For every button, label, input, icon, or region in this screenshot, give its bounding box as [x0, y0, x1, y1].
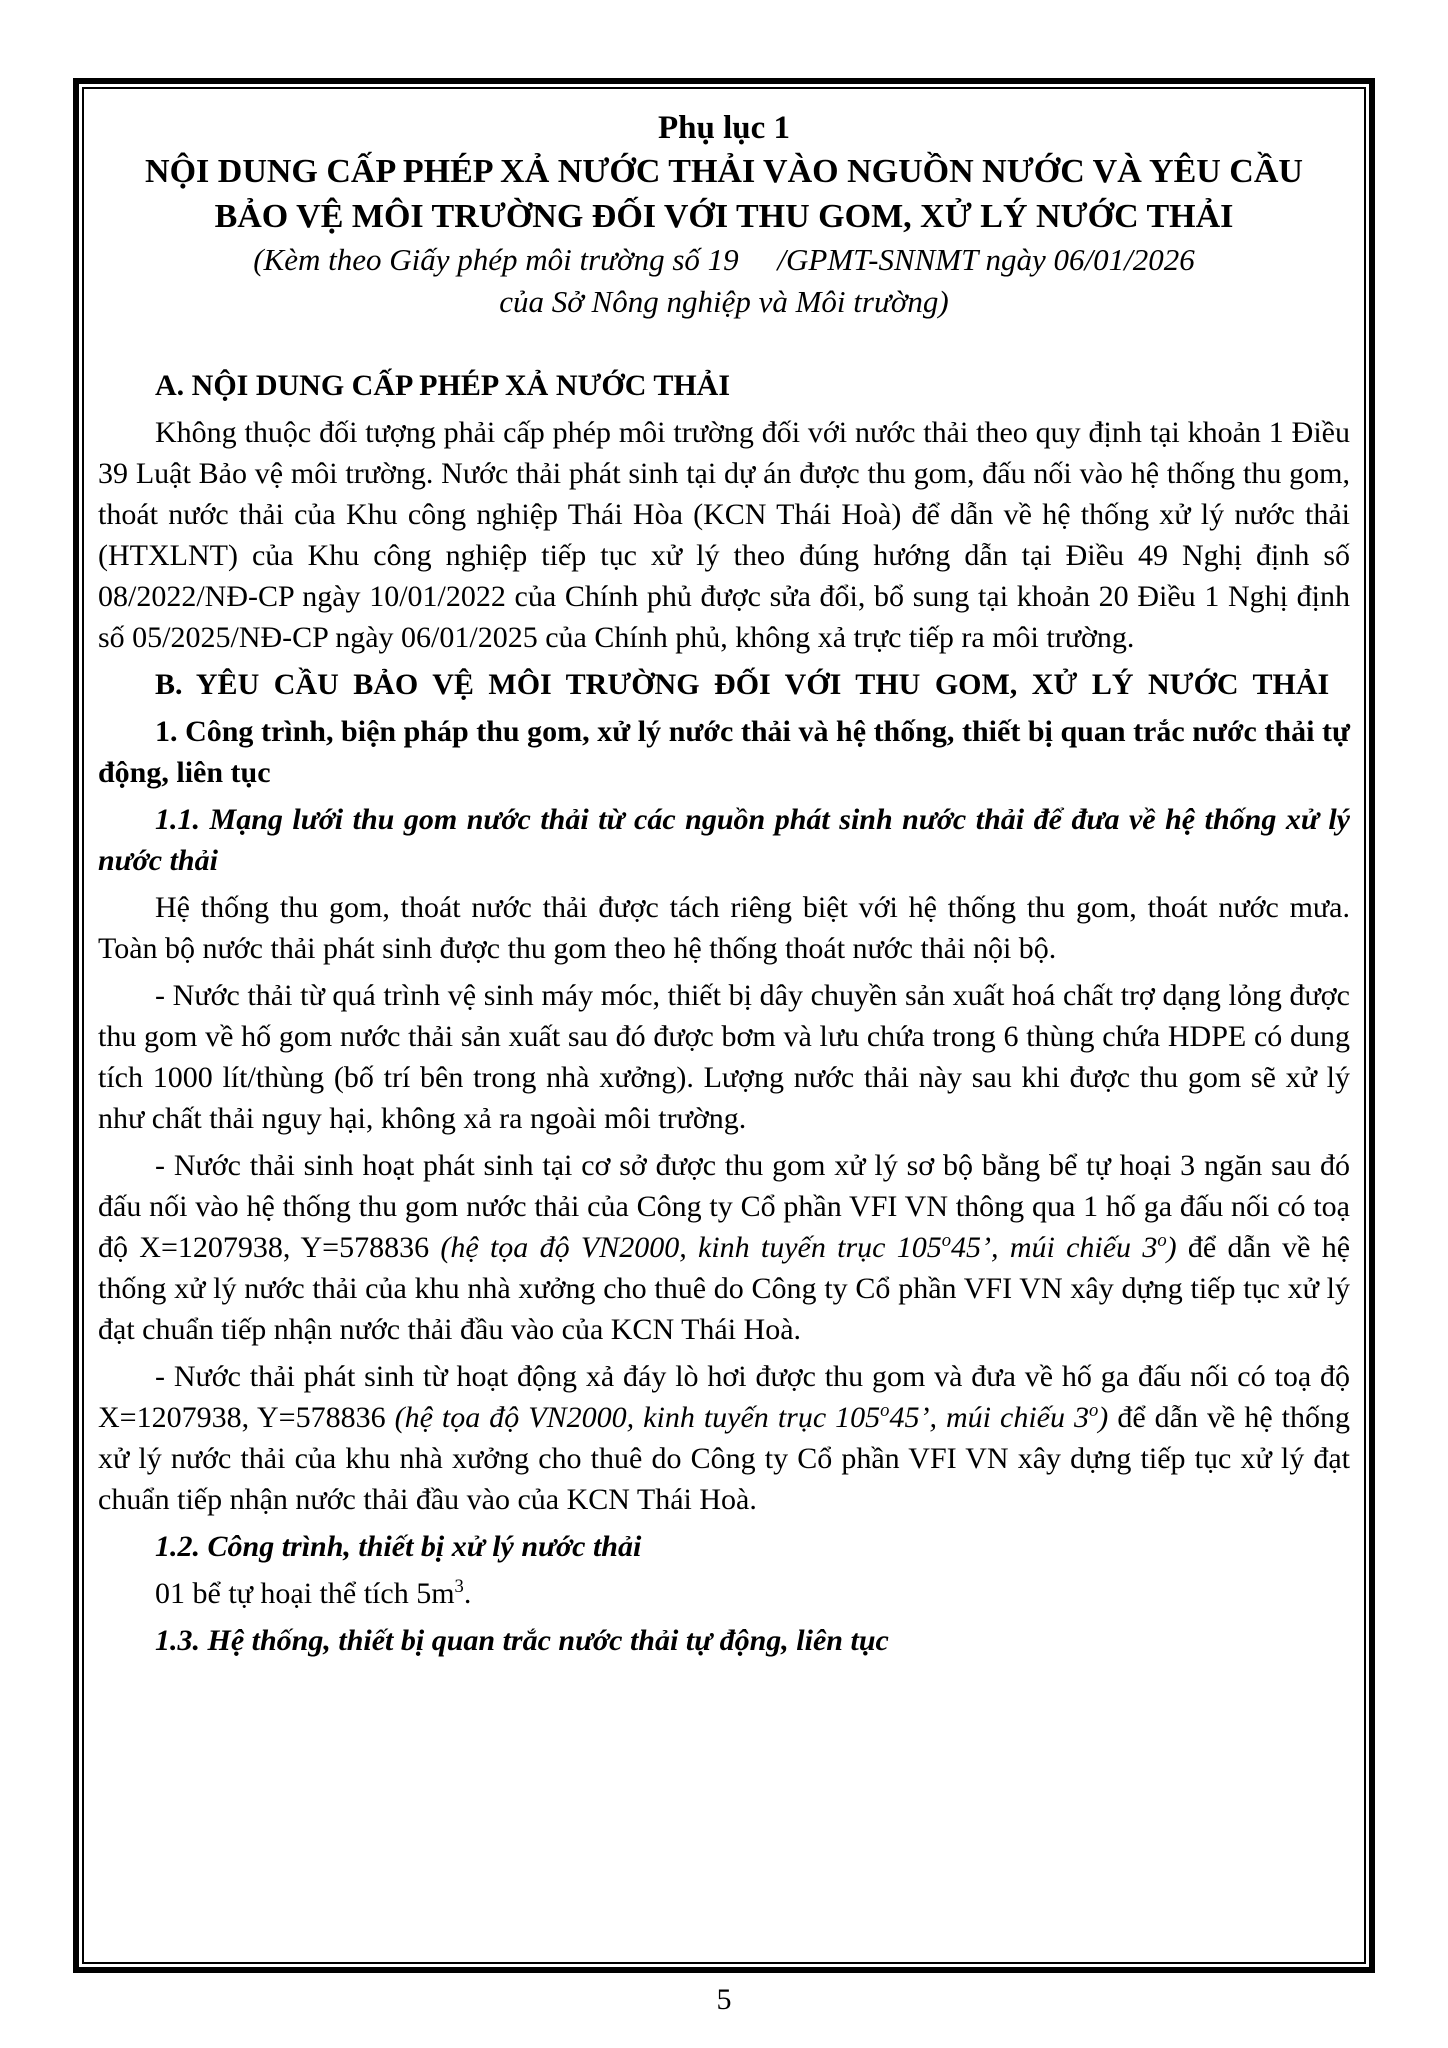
document-subtitle-line1: (Kèm theo Giấy phép môi trường số 19 /GPMT-SNNMT ngày 06/01/2026: [253, 242, 1195, 277]
appendix-label: Phụ lục 1: [657, 110, 791, 146]
document-title-line2: BẢO VỆ MÔI TRƯỜNG ĐỐI VỚI THU GOM, XỬ LÝ NƯỚC THẢI: [214, 198, 1234, 235]
item-1-2-paragraph: 01 bể tự hoại thể tích $5m^3$.: [155, 1576, 472, 1610]
section-a-paragraph: Không thuộc đối tượng phải cấp phép môi trường đối với nước thải theo quy định tại khoản 1 Điều 39 Luật Bảo vệ môi trường. Nước thải phát sinh tại dự án được thu gom, đấu nối vào hệ thống thu gom, thoát nước thải của Khu công nghiệp Thái Hòa (KCN Thái Hoà) để dẫn về hệ thống xử lý nước thải (HTXLNT) của Khu công nghiệp tiếp tục xử lý theo đúng hướng dẫn tại Điều 49 Nghị định số 08/2022/NĐ-CP ngày 10/01/2022 của Chính phủ được sửa đổi, bổ sung tại khoản 20 Điều 1 Nghị định số 05/2025/NĐ-CP ngày 06/01/2025 của Chính phủ, không xả trực tiếp ra môi trường.: [98, 416, 1350, 654]
item-1-3-heading: 1.3. Hệ thống, thiết bị quan trắc nước thải tự động, liên tục: [155, 1624, 889, 1657]
item-1-1-paragraph-1: Hệ thống thu gom, thoát nước thải được tách riêng biệt với hệ thống thu gom, thoát nước mưa. Toàn bộ nước thải phát sinh được thu gom theo hệ thống thoát nước thải nội bộ.: [98, 891, 1350, 965]
item-1-2-heading: 1.2. Công trình, thiết bị xử lý nước thải: [155, 1530, 642, 1563]
document-frame-inner: [82, 87, 1366, 1964]
document-body: [98, 365, 1350, 1661]
item-1-heading: 1. Công trình, biện pháp thu gom, xử lý nước thải và hệ thống, thiết bị quan trắc nước thải tự động, liên tục: [98, 715, 1350, 789]
document-frame: [73, 78, 1375, 1973]
item-1-1-paragraph-4: - Nước thải phát sinh từ hoạt động xả đáy lò hơi được thu gom và đưa về hố ga đấu nối có toạ độ X=1207938, Y=578836 (hệ tọa độ VN2000, kinh tuyến trục 105$^o$45’, múi chiếu 3$^o$) để dẫn về hệ thống xử lý nước thải của khu nhà xưởng cho thuê do Công ty Cổ phần VFI VN xây dựng tiếp tục xử lý đạt chuẩn tiếp nhận nước thải đầu vào của KCN Thái Hoà.: [98, 1360, 1350, 1516]
page-number: 5: [716, 1983, 732, 2016]
document-title-line1: NỘI DUNG CẤP PHÉP XẢ NƯỚC THẢI VÀO NGUỒN NƯỚC VÀ YÊU CẦU: [145, 153, 1303, 190]
item-1-1-heading: 1.1. Mạng lưới thu gom nước thải từ các nguồn phát sinh nước thải để đưa về hệ thống xử lý nước thải: [98, 803, 1350, 877]
item-1-1-paragraph-2: - Nước thải từ quá trình vệ sinh máy móc, thiết bị dây chuyền sản xuất hoá chất trợ dạng lỏng được thu gom về hố gom nước thải sản xuất sau đó được bơm và lưu chứa trong 6 thùng chứa HDPE có dung tích 1000 lít/thùng (bố trí bên trong nhà xưởng). Lượng nước thải này sau khi được thu gom sẽ xử lý như chất thải nguy hại, không xả ra ngoài môi trường.: [98, 979, 1350, 1135]
item-1-1-paragraph-3: - Nước thải sinh hoạt phát sinh tại cơ sở được thu gom xử lý sơ bộ bằng bể tự hoại 3 ngăn sau đó đấu nối vào hệ thống thu gom nước thải của Công ty Cổ phần VFI VN thông qua 1 hố ga đấu nối có toạ độ X=1207938, Y=578836 (hệ tọa độ VN2000, kinh tuyến trục 105$^o$45’, múi chiếu 3$^o$) để dẫn về hệ thống xử lý nước thải của khu nhà xưởng cho thuê do Công ty Cổ phần VFI VN xây dựng tiếp tục xử lý đạt chuẩn tiếp nhận nước thải đầu vào của KCN Thái Hoà.: [98, 1149, 1351, 1346]
section-b-heading: B. YÊU CẦU BẢO VỆ MÔI TRƯỜNG ĐỐI VỚI THU GOM, XỬ LÝ NƯỚC THẢI: [155, 668, 1330, 701]
section-a-heading: A. NỘI DUNG CẤP PHÉP XẢ NƯỚC THẢI: [155, 369, 731, 402]
document-header: [98, 107, 1350, 323]
document-subtitle-line2: của Sở Nông nghiệp và Môi trường): [499, 284, 949, 319]
